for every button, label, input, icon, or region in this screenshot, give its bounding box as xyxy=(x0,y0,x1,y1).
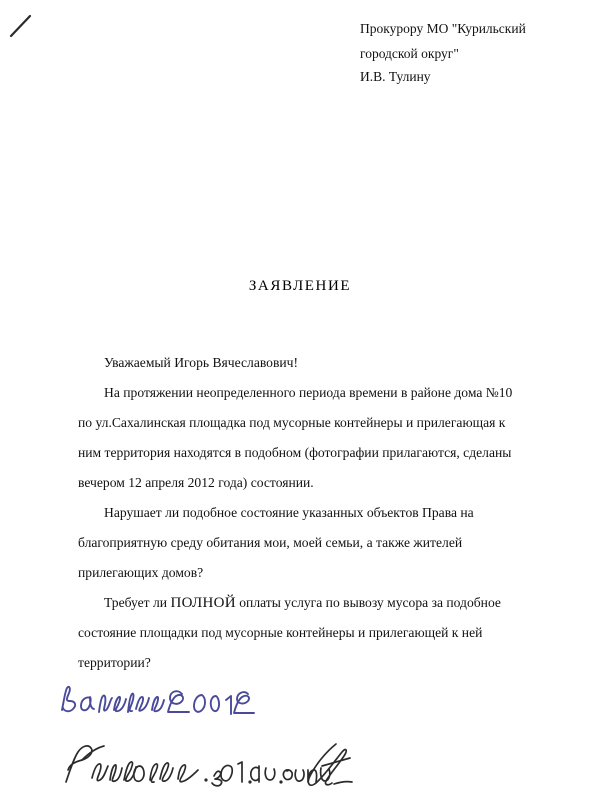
paragraph-3-text-before: Требует ли xyxy=(104,595,171,610)
addressee-line-2: городской округ" xyxy=(360,46,459,61)
salutation-paragraph: Уважаемый Игорь Вячеславович! xyxy=(104,355,299,370)
paragraph-3-emphasis: ПОЛНОЙ xyxy=(170,595,236,611)
body-paragraph-2: Нарушает ли подобное состояние указанных объектов Права на благоприятную среду обитания мои, моей семьи, а также жителей прилегающих домов? xyxy=(78,505,474,580)
corner-pen-stroke-mark xyxy=(8,14,34,40)
paragraph-3-text-after: оплаты услуга по вывозу мусора за подобное состояние площадки под мусорные контейнеры и прилегающей к ней территории? xyxy=(78,595,501,670)
document-title: ЗАЯВЛЕНИЕ xyxy=(248,278,352,294)
addressee-line-3: И.В. Тулину xyxy=(360,69,431,84)
document-body xyxy=(78,348,524,678)
handwritten-date-note xyxy=(56,676,276,732)
addressee-line-1: Прокурору МО "Курильский xyxy=(360,21,526,36)
body-paragraph-3 xyxy=(78,588,524,678)
addressee-block xyxy=(360,16,592,88)
handwritten-registration-note xyxy=(58,736,358,798)
body-paragraph-1: На протяжении неопределенного периода времени в районе дома №10 по ул.Сахалинская площадка под мусорные контейнеры и прилегающая к ним территория находятся в подобном (фотографии прилагаются, сделаны вечером 12 апреля 2012 года) состоянии. xyxy=(78,385,513,490)
